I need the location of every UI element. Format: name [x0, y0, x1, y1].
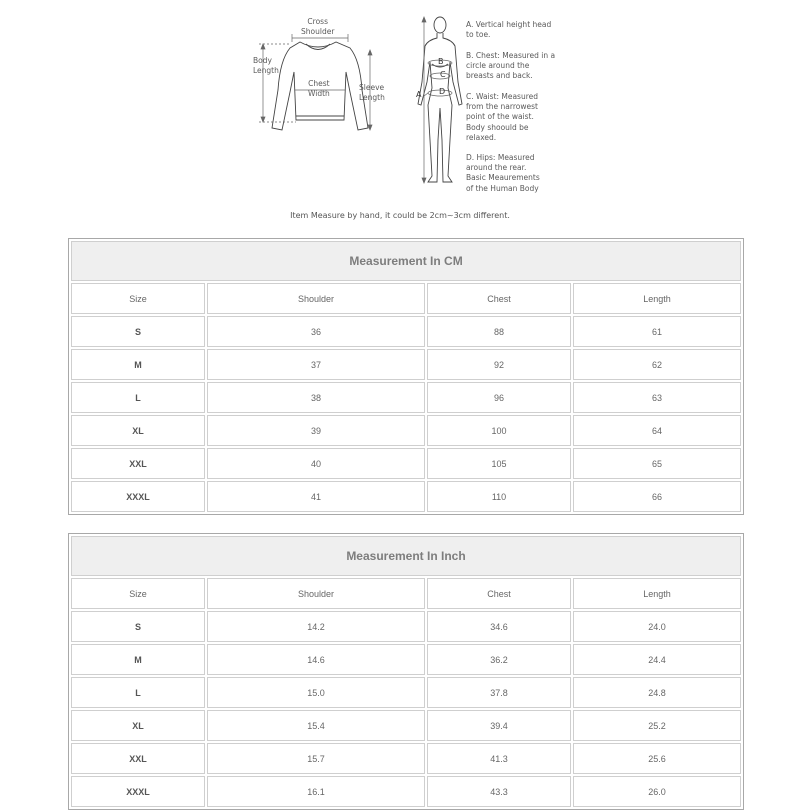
shoulder-cell: 41: [207, 481, 425, 512]
table-row: [71, 349, 741, 380]
size-cell: S: [71, 316, 205, 347]
length-cell: 65: [573, 448, 741, 479]
column-header: Length: [573, 283, 741, 314]
measurement-table-cm: [68, 238, 744, 515]
size-cell: XXL: [71, 743, 205, 774]
chest-cell: 105: [427, 448, 571, 479]
instruction-b: B. Chest: Measured in a circle around the breasts and back.: [466, 51, 556, 81]
table-row: [71, 743, 741, 774]
instruction-a: A. Vertical height head to toe.: [466, 20, 552, 40]
table-row: [71, 448, 741, 479]
letter-a: A: [416, 90, 422, 99]
column-header: Chest: [427, 578, 571, 609]
letter-b: B: [438, 57, 444, 66]
body-length-label: Body Length: [253, 56, 279, 76]
column-header: Size: [71, 283, 205, 314]
length-cell: 26.0: [573, 776, 741, 807]
length-cell: 25.2: [573, 710, 741, 741]
length-cell: 61: [573, 316, 741, 347]
shoulder-cell: 15.4: [207, 710, 425, 741]
shoulder-cell: 15.7: [207, 743, 425, 774]
length-cell: 24.8: [573, 677, 741, 708]
table-header-row: [71, 578, 741, 609]
human-body-icon: [418, 17, 462, 182]
letter-d: D: [439, 87, 446, 96]
table-title: Measurement In CM: [71, 241, 741, 281]
chest-width-label: Chest Width: [308, 79, 330, 99]
size-cell: M: [71, 349, 205, 380]
length-cell: 24.4: [573, 644, 741, 675]
table-row: [71, 677, 741, 708]
chest-cell: 36.2: [427, 644, 571, 675]
chest-cell: 39.4: [427, 710, 571, 741]
size-cell: L: [71, 382, 205, 413]
size-cell: XL: [71, 415, 205, 446]
chest-cell: 110: [427, 481, 571, 512]
table-row: [71, 481, 741, 512]
column-header: Size: [71, 578, 205, 609]
column-header: Shoulder: [207, 283, 425, 314]
chest-cell: 92: [427, 349, 571, 380]
size-cell: M: [71, 644, 205, 675]
table-title: Measurement In Inch: [71, 536, 741, 576]
length-cell: 66: [573, 481, 741, 512]
shoulder-cell: 40: [207, 448, 425, 479]
shoulder-cell: 14.2: [207, 611, 425, 642]
measurement-diagram: [0, 0, 800, 230]
size-cell: XXXL: [71, 481, 205, 512]
shoulder-cell: 14.6: [207, 644, 425, 675]
garment-and-body-illustration: [0, 0, 800, 230]
shoulder-cell: 39: [207, 415, 425, 446]
length-cell: 25.6: [573, 743, 741, 774]
chest-cell: 41.3: [427, 743, 571, 774]
size-cell: XL: [71, 710, 205, 741]
column-header: Shoulder: [207, 578, 425, 609]
table-row: [71, 382, 741, 413]
chest-cell: 88: [427, 316, 571, 347]
measurement-table-inch: [68, 533, 744, 810]
table-row: [71, 644, 741, 675]
shoulder-cell: 38: [207, 382, 425, 413]
cross-shoulder-label: Cross Shoulder: [301, 17, 335, 37]
table-row: [71, 611, 741, 642]
shoulder-cell: 37: [207, 349, 425, 380]
table-row: [71, 415, 741, 446]
length-cell: 62: [573, 349, 741, 380]
table-row: [71, 776, 741, 807]
column-header: Chest: [427, 283, 571, 314]
length-cell: 63: [573, 382, 741, 413]
instruction-c: C. Waist: Measured from the narrowest point of the waist. Body shoould be relaxed.: [466, 92, 539, 142]
letter-c: C: [440, 70, 446, 79]
size-cell: S: [71, 611, 205, 642]
table-row: [71, 316, 741, 347]
column-header: Length: [573, 578, 741, 609]
table-header-row: [71, 283, 741, 314]
size-cell: XXL: [71, 448, 205, 479]
table-row: [71, 710, 741, 741]
instruction-d: D. Hips: Measured around the rear. Basic Meaurements of the Human Body: [466, 153, 540, 193]
chest-cell: 43.3: [427, 776, 571, 807]
shoulder-cell: 36: [207, 316, 425, 347]
length-cell: 64: [573, 415, 741, 446]
size-cell: XXXL: [71, 776, 205, 807]
shoulder-cell: 16.1: [207, 776, 425, 807]
chest-cell: 96: [427, 382, 571, 413]
sleeve-length-label: Sleeve Length: [359, 83, 385, 103]
chest-cell: 100: [427, 415, 571, 446]
size-cell: L: [71, 677, 205, 708]
shoulder-cell: 15.0: [207, 677, 425, 708]
chest-cell: 34.6: [427, 611, 571, 642]
chest-cell: 37.8: [427, 677, 571, 708]
measure-note: Item Measure by hand, it could be 2cm~3cm different.: [290, 211, 510, 220]
length-cell: 24.0: [573, 611, 741, 642]
